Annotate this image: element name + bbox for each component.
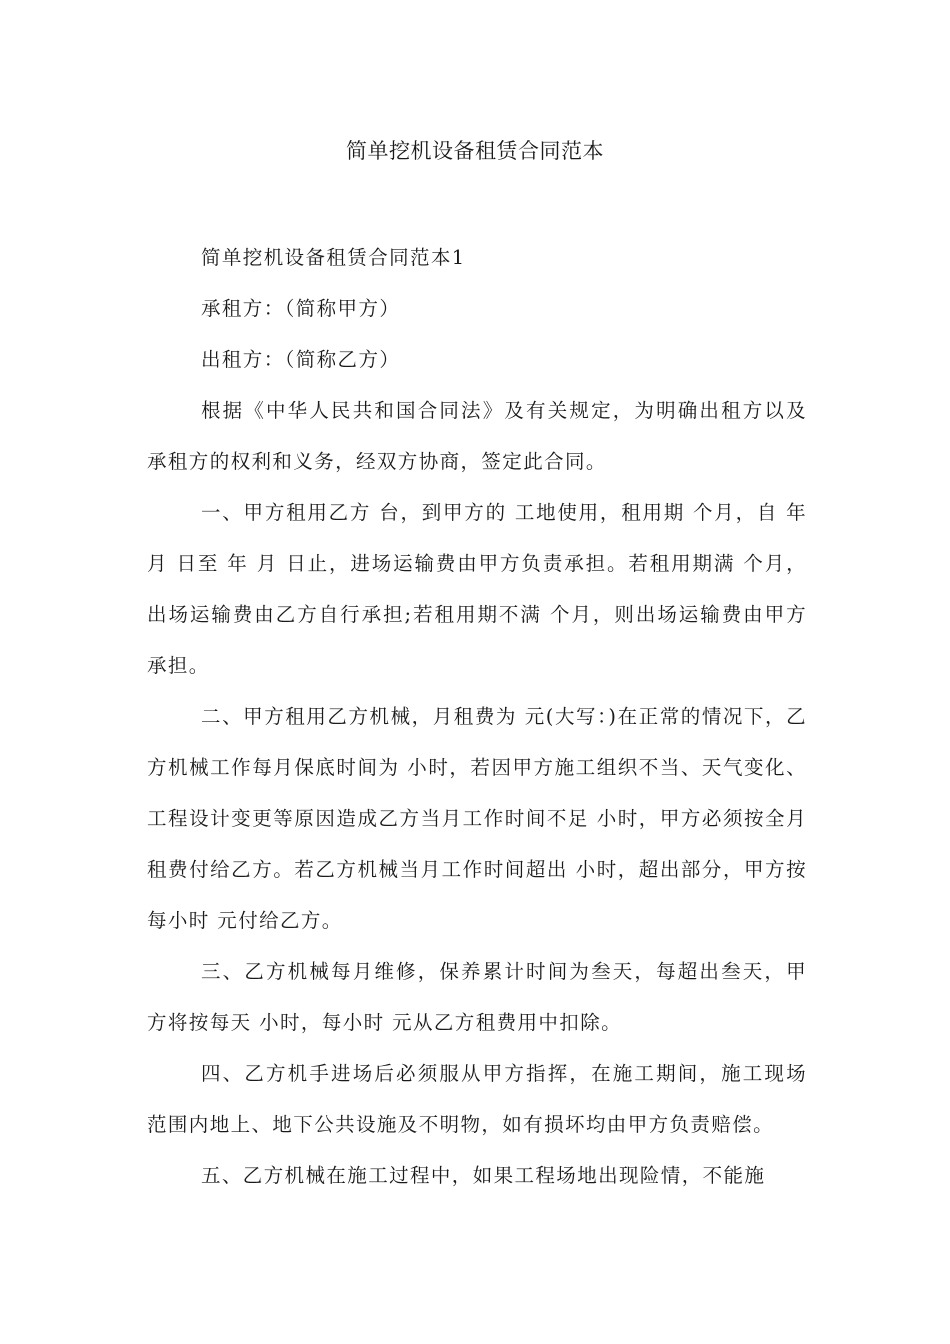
contract-subtitle: 简单挖机设备租赁合同范本1: [201, 246, 466, 269]
clause-5: 五、乙方机械在施工过程中，如果工程场地出现险情，不能施: [201, 1164, 766, 1187]
preamble-paragraph: 根据《中华人民共和国合同法》及有关规定，为明确出租方以及承租方的权利和义务，经双方协商，签定此合同。: [147, 399, 807, 473]
clause-1: 一、甲方租用乙方 台，到甲方的 工地使用，租用期 个月，自 年 月 日至 年 月 日止，进场运输费由甲方负责承担。若租用期满 个月，出场运输费由乙方自行承担;若租用期不满 个月，则出场运输费由甲方承担。: [147, 501, 815, 677]
lessor-line: 出租方：（简称乙方）: [201, 348, 401, 371]
document-body: [147, 232, 815, 1201]
lessee-line: 承租方：（简称甲方）: [201, 297, 401, 320]
clause-3: 三、乙方机械每月维修，保养累计时间为叁天，每超出叁天，甲方将按每天 小时，每小时 元从乙方租费用中扣除。: [147, 960, 807, 1034]
document-title: 简单挖机设备租赁合同范本: [346, 139, 604, 163]
clause-4: 四、乙方机手进场后必须服从甲方指挥，在施工期间，施工现场范围内地上、地下公共设施及不明物，如有损坏均由甲方负责赔偿。: [147, 1062, 807, 1136]
clause-2: 二、甲方租用乙方机械，月租费为 元(大写：)在正常的情况下，乙方机械工作每月保底时间为 小时，若因甲方施工组织不当、天气变化、工程设计变更等原因造成乙方当月工作时间不足 小时，甲方必须按全月租费付给乙方。若乙方机械当月工作时间超出 小时，超出部分，甲方按每小时 元付给乙方。: [147, 705, 807, 932]
